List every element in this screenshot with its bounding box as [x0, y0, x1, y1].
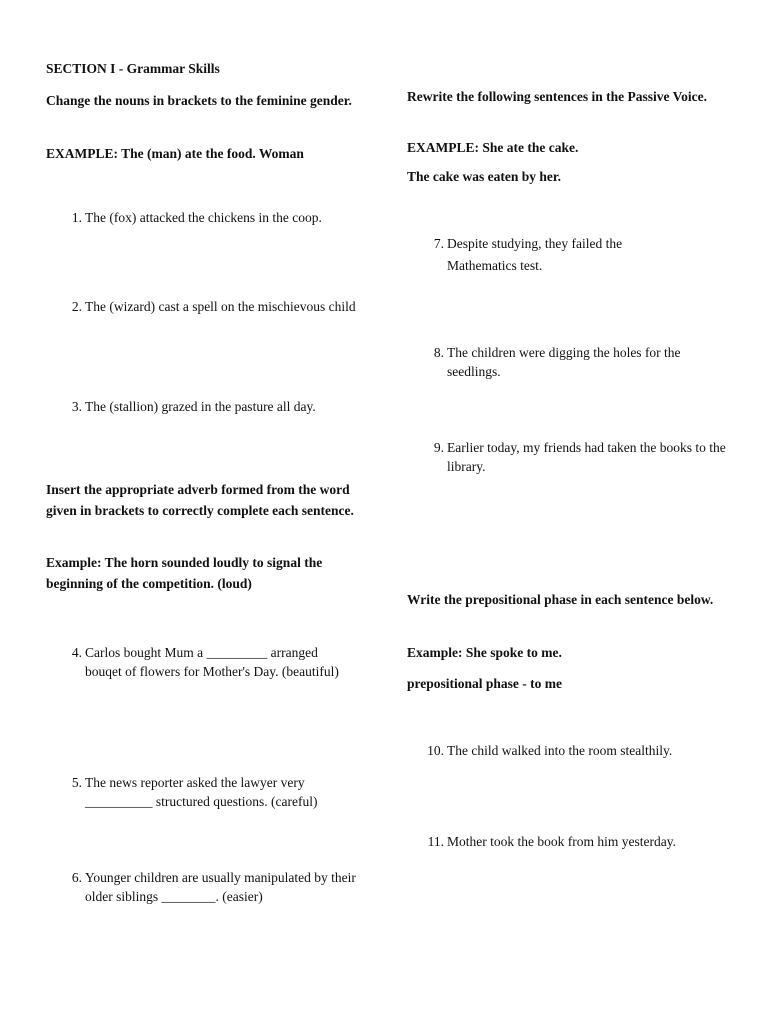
question-number: 8. [433, 345, 444, 360]
question-number: 10. [427, 743, 444, 758]
question-text: Earlier today, my friends had taken the books to the library. [447, 440, 726, 474]
adverb-instruction: Insert the appropriate adverb formed from the word given in brackets to correctly complete each sentence. [46, 482, 354, 518]
question-7 [424, 233, 734, 273]
question-number: 1. [71, 210, 82, 225]
question-number: 3. [71, 399, 82, 414]
section-title: Grammar Skills [126, 61, 220, 76]
question-number: 6. [71, 870, 82, 885]
question-9 [424, 438, 734, 478]
question-number: 4. [71, 645, 82, 660]
question-text: The (fox) attacked the chickens in the coop. [85, 210, 322, 225]
question-number: 5. [71, 775, 82, 790]
question-number: 11. [427, 834, 444, 849]
section-label: SECTION I - [46, 61, 124, 76]
question-1 [62, 208, 367, 228]
question-8 [424, 343, 734, 383]
question-2 [62, 297, 367, 337]
prepositional-instruction: Write the prepositional phase in each sentence below. [407, 592, 714, 607]
question-text: The (wizard) cast a spell on the mischievous child [85, 299, 356, 314]
question-number: 2. [71, 299, 82, 314]
passive-example-answer: The cake was eaten by her. [407, 169, 561, 184]
question-text: The news reporter asked the lawyer very __________ structured questions. (careful) [85, 775, 318, 809]
question-text: Despite studying, they failed the Mathematics test. [447, 236, 623, 273]
passive-instruction: Rewrite the following sentences in the Passive Voice. [407, 89, 707, 104]
question-11 [424, 832, 734, 852]
question-text: Mother took the book from him yesterday. [447, 834, 676, 849]
question-6 [62, 868, 367, 908]
prepositional-example: Example: She spoke to me. [407, 645, 562, 660]
section-heading [46, 60, 366, 78]
prepositional-example-answer: prepositional phase - to me [407, 676, 563, 691]
adverb-example: Example: The horn sounded loudly to signal the beginning of the competition. (loud) [46, 555, 323, 591]
question-4 [62, 643, 367, 703]
question-number: 9. [433, 440, 444, 455]
question-5 [62, 773, 367, 813]
question-10 [424, 741, 734, 761]
feminine-example: EXAMPLE: The (man) ate the food. Woman [46, 146, 304, 161]
question-text: The child walked into the room stealthily. [447, 743, 673, 758]
passive-example: EXAMPLE: She ate the cake. [407, 140, 579, 155]
question-text: The children were digging the holes for the seedlings. [447, 345, 681, 379]
question-text: Carlos bought Mum a _________ arranged bouqet of flowers for Mother's Day. (beautiful) [85, 645, 339, 679]
question-text: The (stallion) grazed in the pasture all day. [85, 399, 316, 414]
question-number: 7. [433, 236, 444, 251]
question-text: Younger children are usually manipulated by their older siblings ________. (easier) [85, 870, 356, 904]
feminine-instruction: Change the nouns in brackets to the feminine gender. [46, 93, 352, 108]
question-3 [62, 397, 367, 417]
